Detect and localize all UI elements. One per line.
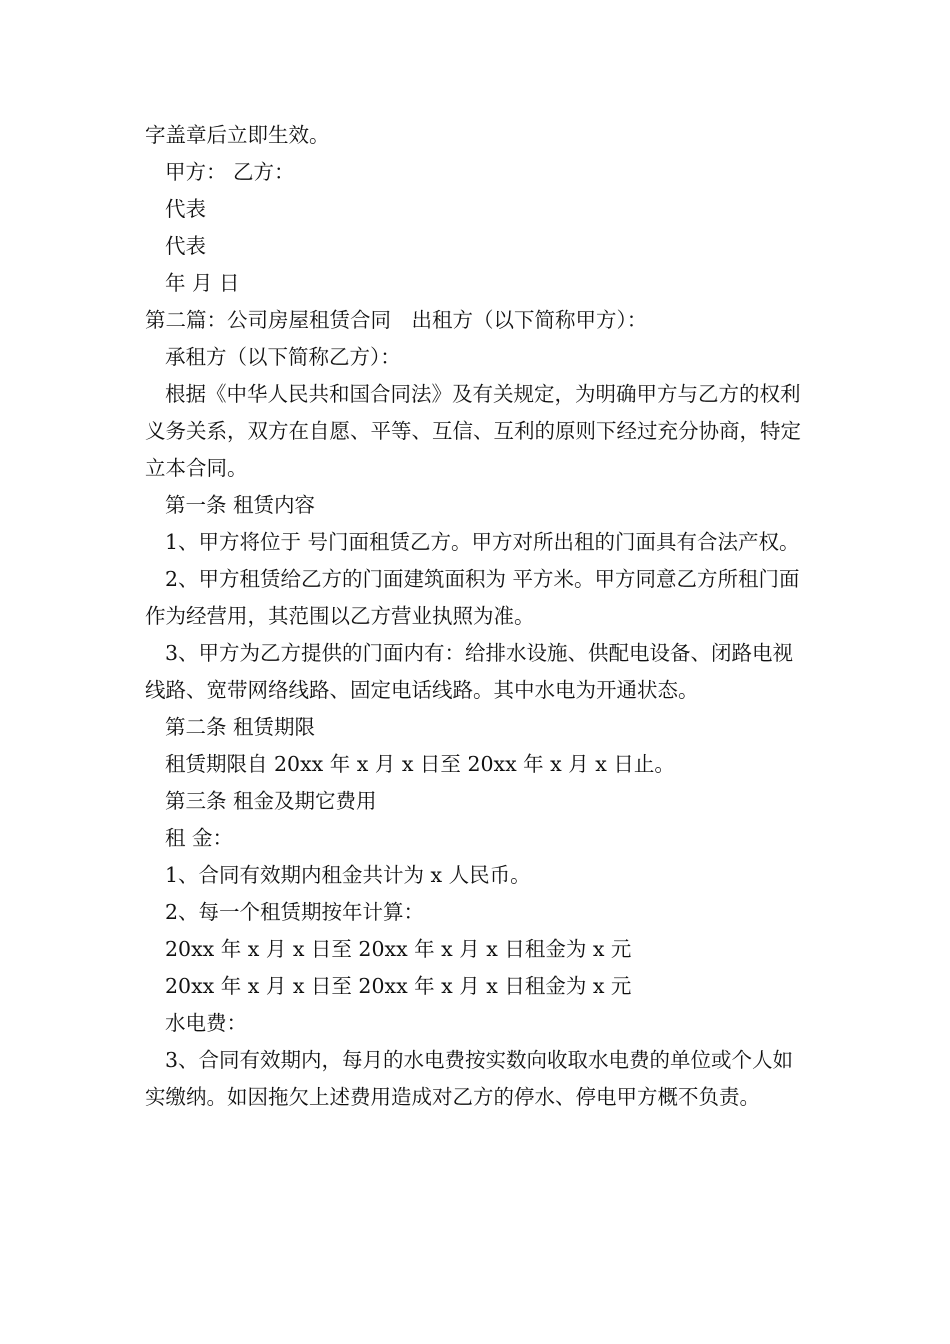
paragraph: 根据《中华人民共和国合同法》及有关规定，为明确甲方与乙方的权利义务关系，双方在自愿、平等、互信、互利的原则下经过充分协商，特定立本合同。 [145,382,801,480]
paragraph: 字盖章后立即生效。 [145,123,330,147]
paragraph: 甲方： 乙方： [165,160,295,184]
paragraph: 承租方（以下简称乙方）： [165,345,401,369]
paragraph: 2、每一个租赁期按年计算： [165,900,425,924]
article-heading: 第二条 租赁期限 [165,715,316,739]
paragraph: 1、甲方将位于 号门面租赁乙方。甲方对所出租的门面具有合法产权。 [165,530,800,554]
paragraph: 2、甲方租赁给乙方的门面建筑面积为 平方米。甲方同意乙方所租门面作为经营用，其范围以乙方营业执照为准。 [145,567,800,628]
paragraph: 租 金： [165,826,234,850]
paragraph: 3、甲方为乙方提供的门面内有：给排水设施、供配电设备、闭路电视线路、宽带网络线路、固定电话线路。其中水电为开通状态。 [145,641,794,702]
paragraph: 代表 [165,197,206,221]
paragraph: 1、合同有效期内租金共计为 x 人民币。 [165,863,531,887]
paragraph: 年 月 日 [165,271,240,295]
article-heading: 第三条 租金及期它费用 [165,789,377,813]
paragraph: 水电费： [165,1011,247,1035]
paragraph: 3、合同有效期内，每月的水电费按实数向收取水电费的单位或个人如实缴纳。如因拖欠上述费用造成对乙方的停水、停电甲方概不负责。 [145,1048,794,1109]
paragraph: 20xx 年 x 月 x 日至 20xx 年 x 月 x 日租金为 x 元 [165,937,632,961]
article-heading: 第一条 租赁内容 [165,493,316,517]
paragraph: 代表 [165,234,206,258]
paragraph: 租赁期限自 20xx 年 x 月 x 日至 20xx 年 x 月 x 日止。 [165,752,675,776]
paragraph: 20xx 年 x 月 x 日至 20xx 年 x 月 x 日租金为 x 元 [165,974,632,998]
document-body [145,117,810,1116]
section-heading: 第二篇：公司房屋租赁合同 出租方（以下简称甲方）： [145,308,648,332]
